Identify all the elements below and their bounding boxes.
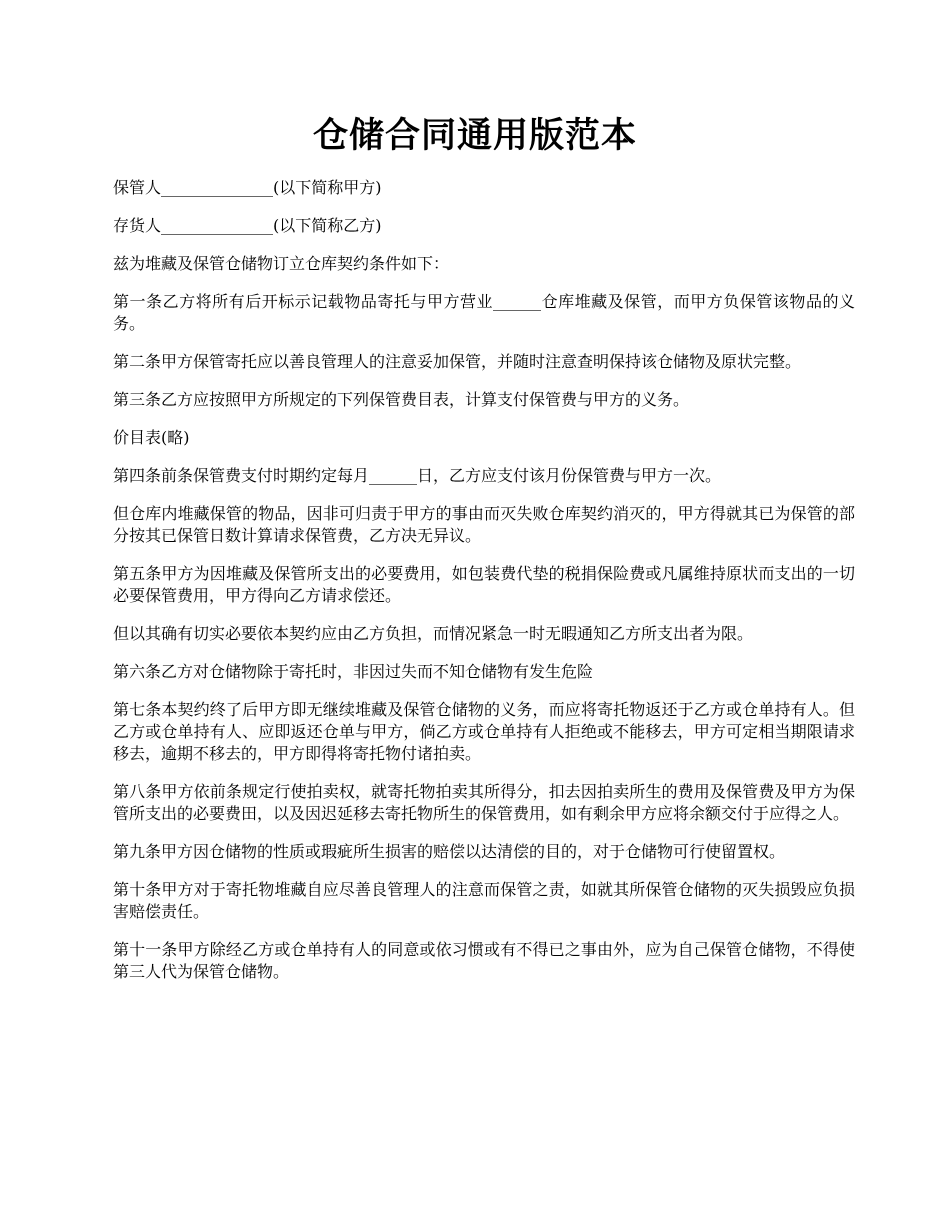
paragraph-article-4: 第四条前条保管费支付时期约定每月______日，乙方应支付该月份保管费与甲方一次。: [113, 466, 722, 485]
paragraph-article-7: 第七条本契约终了后甲方即无继续堆藏及保管仓储物的义务，而应将寄托物返还于乙方或仓单持有人。但乙方或仓单持有人、应即返还仓单与甲方，倘乙方或仓单持有人拒绝或不能移去，甲方可定相当期限请求移去，逾期不移去的，甲方即得将寄托物付诸拍卖。: [113, 700, 855, 763]
document-title: 仓储合同通用版范本: [312, 116, 637, 156]
paragraph-article-4-proviso: 但仓库内堆藏保管的物品，因非可归责于甲方的事由而灭失败仓库契约消灭的，甲方得就其已为保管的部分按其已保管日数计算请求保管费，乙方决无异议。: [113, 504, 855, 545]
document-body: [113, 177, 855, 999]
paragraph-article-1: 第一条乙方将所有后开标示记载物品寄托与甲方营业______仓库堆藏及保管，而甲方负保管该物品的义务。: [113, 292, 855, 333]
paragraph-article-8: 第八条甲方依前条规定行使拍卖权，就寄托物拍卖其所得分，扣去因拍卖所生的费用及保管费及甲方为保管所支出的必要费田，以及因迟延移去寄托物所生的保管费用，如有剩余甲方应将余额交付于应得之人。: [113, 782, 855, 823]
paragraph-article-6: 第六条乙方对仓储物除于寄托时，非因过失而不知仓储物有发生危险: [113, 662, 594, 681]
paragraph-price-list: 价目表(略): [113, 428, 190, 447]
paragraph-article-3: 第三条乙方应按照甲方所规定的下列保管费目表，计算支付保管费与甲方的义务。: [113, 390, 690, 409]
paragraph-preamble: 兹为堆藏及保管仓储物订立仓库契约条件如下：: [113, 254, 450, 273]
paragraph-article-5: 第五条甲方为因堆藏及保管所支出的必要费用，如包装费代垫的税捐保险费或凡属维持原状而支出的一切必要保管费用，甲方得向乙方请求偿还。: [113, 564, 855, 605]
paragraph-article-10: 第十条甲方对于寄托物堆藏自应尽善良管理人的注意而保管之责，如就其所保管仓储物的灭失损毁应负损害赔偿责任。: [113, 880, 855, 921]
paragraph-depositor: 存货人______________(以下简称乙方): [113, 216, 382, 235]
paragraph-custodian: 保管人______________(以下简称甲方): [113, 178, 382, 197]
paragraph-article-11: 第十一条甲方除经乙方或仓单持有人的同意或依习惯或有不得已之事由外，应为自己保管仓储物，不得使第三人代为保管仓储物。: [113, 940, 855, 981]
paragraph-article-9: 第九条甲方因仓储物的性质或瑕疵所生损害的赔偿以达清偿的目的，对于仓储物可行使留置权。: [113, 842, 786, 861]
paragraph-article-2: 第二条甲方保管寄托应以善良管理人的注意妥加保管，并随时注意查明保持该仓储物及原状完整。: [113, 352, 802, 371]
paragraph-article-5-proviso: 但以其确有切实必要依本契约应由乙方负担，而情况紧急一时无暇通知乙方所支出者为限。: [113, 624, 754, 643]
